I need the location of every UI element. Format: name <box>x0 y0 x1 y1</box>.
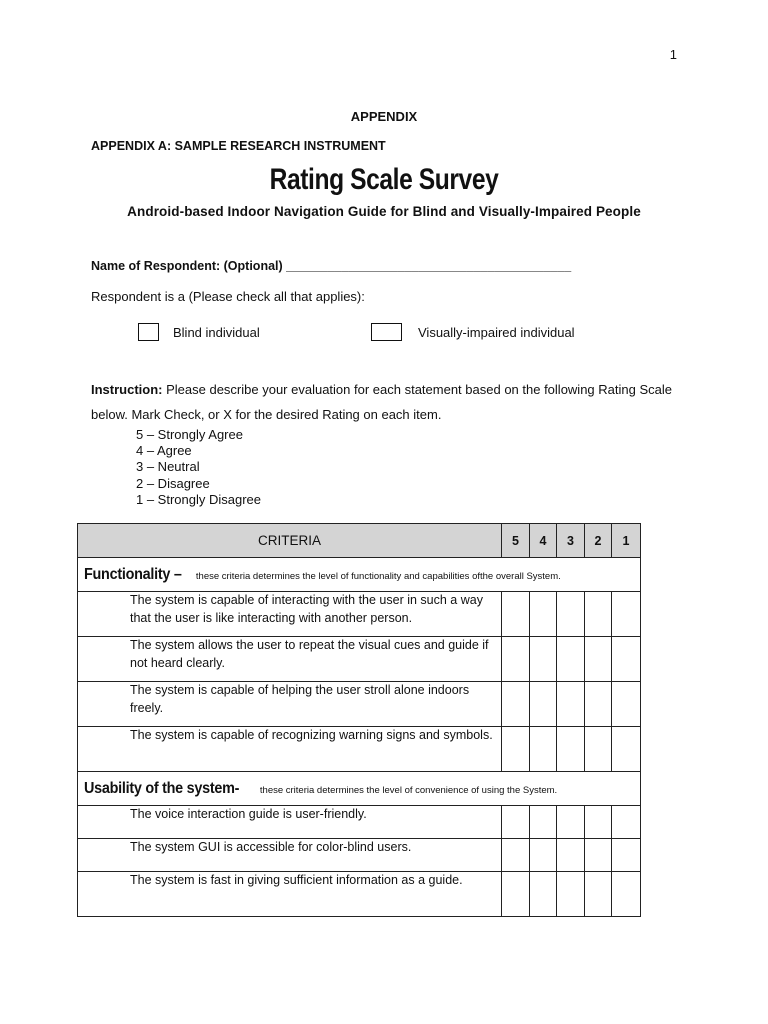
rating-cell-5[interactable] <box>502 806 530 839</box>
rating-cell-1[interactable] <box>612 637 641 682</box>
section-title: Functionality – <box>84 565 182 583</box>
rating-cell-4[interactable] <box>530 682 557 727</box>
rating-cell-5[interactable] <box>502 637 530 682</box>
rating-scale-list <box>136 427 261 508</box>
criterion-text: The voice interaction guide is user-friendly. <box>78 806 502 839</box>
table-row <box>78 839 641 872</box>
rating-1-header: 1 <box>612 524 641 558</box>
rating-cell-2[interactable] <box>585 637 612 682</box>
scale-item: 3 – Neutral <box>136 459 200 475</box>
rating-cell-1[interactable] <box>612 682 641 727</box>
criterion-text: The system is capable of interacting with the user in such a way that the user is like interacting with another person. <box>78 592 502 637</box>
rating-cell-4[interactable] <box>530 592 557 637</box>
criteria-header: CRITERIA <box>78 524 502 558</box>
rating-cell-2[interactable] <box>585 727 612 772</box>
visually-impaired-checkbox[interactable] <box>371 323 402 341</box>
section-header-usability <box>78 772 641 806</box>
table-row <box>78 727 641 772</box>
section-header-functionality <box>78 558 641 592</box>
rating-cell-2[interactable] <box>585 806 612 839</box>
rating-cell-3[interactable] <box>557 682 585 727</box>
visually-impaired-option-label: Visually-impaired individual <box>418 325 575 340</box>
section-note: these criteria determines the level of convenience of using the System. <box>259 784 558 796</box>
survey-title: Rating Scale Survey <box>269 163 499 196</box>
rating-cell-2[interactable] <box>585 839 612 872</box>
rating-cell-5[interactable] <box>502 727 530 772</box>
rating-cell-1[interactable] <box>612 806 641 839</box>
criterion-text: The system allows the user to repeat the visual cues and guide if not heard clearly. <box>78 637 502 682</box>
rating-cell-4[interactable] <box>530 806 557 839</box>
respondent-name-field: Name of Respondent: (Optional) _________________________________________ <box>91 259 572 273</box>
appendix-title: APPENDIX <box>350 109 418 124</box>
rating-cell-2[interactable] <box>585 592 612 637</box>
table-row <box>78 872 641 917</box>
rating-cell-2[interactable] <box>585 872 612 917</box>
rating-cell-3[interactable] <box>557 806 585 839</box>
scale-item: 1 – Strongly Disagree <box>136 491 262 507</box>
rating-cell-1[interactable] <box>612 839 641 872</box>
rating-cell-3[interactable] <box>557 637 585 682</box>
table-row <box>78 806 641 839</box>
survey-subtitle: Android-based Indoor Navigation Guide for Blind and Visually-Impaired People <box>127 204 641 219</box>
section-title: Usability of the system- <box>84 779 240 797</box>
rating-2-header: 2 <box>585 524 612 558</box>
rating-cell-4[interactable] <box>530 727 557 772</box>
blind-option-label: Blind individual <box>173 325 260 340</box>
rating-cell-4[interactable] <box>530 872 557 917</box>
instruction-label: Instruction: <box>91 382 163 397</box>
rating-cell-4[interactable] <box>530 839 557 872</box>
blind-checkbox[interactable] <box>138 323 159 341</box>
rating-3-header: 3 <box>557 524 585 558</box>
rating-4-header: 4 <box>530 524 557 558</box>
page-number: 1 <box>669 47 677 62</box>
section-row-functionality <box>78 558 641 592</box>
appendix-subtitle: APPENDIX A: SAMPLE RESEARCH INSTRUMENT <box>91 139 386 153</box>
criterion-text: The system is fast in giving sufficient information as a guide. <box>78 872 502 917</box>
rating-cell-5[interactable] <box>502 839 530 872</box>
criterion-text: The system is capable of recognizing warning signs and symbols. <box>78 727 502 772</box>
scale-item: 4 – Agree <box>136 443 192 459</box>
table-header-row <box>78 524 641 558</box>
table-row <box>78 637 641 682</box>
rating-cell-3[interactable] <box>557 727 585 772</box>
rating-cell-1[interactable] <box>612 727 641 772</box>
rating-5-header: 5 <box>502 524 530 558</box>
rating-cell-5[interactable] <box>502 682 530 727</box>
scale-item: 2 – Disagree <box>136 475 210 491</box>
rating-cell-3[interactable] <box>557 872 585 917</box>
respondent-type-prompt: Respondent is a (Please check all that applies): <box>91 289 365 304</box>
instruction-paragraph <box>91 377 691 427</box>
criterion-text: The system is capable of helping the user stroll alone indoors freely. <box>78 682 502 727</box>
rating-cell-5[interactable] <box>502 872 530 917</box>
section-row-usability <box>78 772 641 806</box>
table-row <box>78 592 641 637</box>
criteria-table <box>77 523 641 917</box>
section-note: these criteria determines the level of functionality and capabilities ofthe overall System. <box>195 570 561 582</box>
rating-cell-5[interactable] <box>502 592 530 637</box>
rating-cell-1[interactable] <box>612 592 641 637</box>
rating-cell-3[interactable] <box>557 592 585 637</box>
scale-item: 5 – Strongly Agree <box>136 427 243 442</box>
rating-cell-1[interactable] <box>612 872 641 917</box>
rating-cell-2[interactable] <box>585 682 612 727</box>
criterion-text: The system GUI is accessible for color-blind users. <box>78 839 502 872</box>
instruction-text: Please describe your evaluation for each statement based on the following Rating Scale below. Mark Check, or X for the desired Rating on each item. <box>91 382 672 422</box>
rating-cell-3[interactable] <box>557 839 585 872</box>
rating-cell-4[interactable] <box>530 637 557 682</box>
table-row <box>78 682 641 727</box>
